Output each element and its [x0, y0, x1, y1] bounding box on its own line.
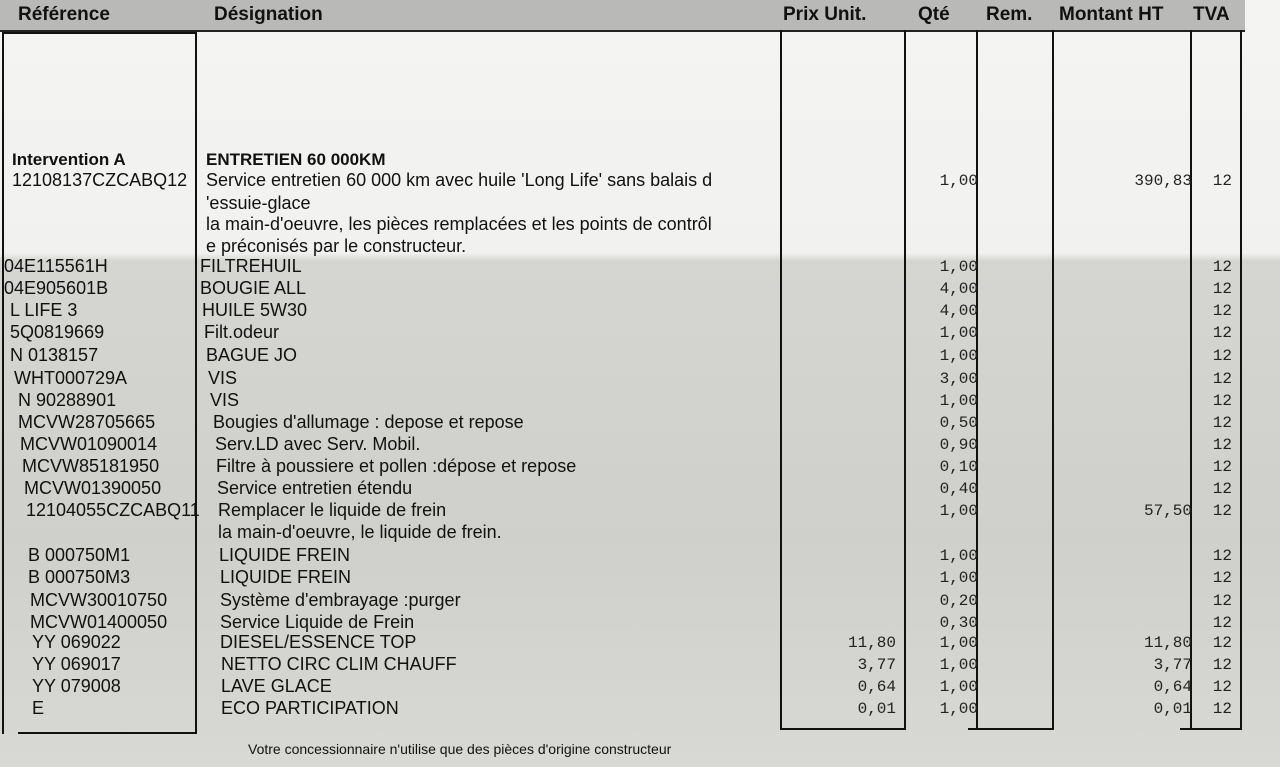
row-designation: NETTO CIRC CLIM CHAUFF — [221, 654, 457, 674]
table-row — [0, 278, 1280, 300]
table-row — [0, 478, 1280, 500]
table-row — [0, 612, 1280, 634]
row-designation: BOUGIE ALL — [200, 278, 307, 298]
row-qte: 1,00 — [939, 324, 978, 342]
table-row — [0, 654, 1280, 676]
row-reference: YY 079008 — [32, 676, 121, 696]
row-reference: N 0138157 — [10, 345, 99, 365]
row-tva: 12 — [1212, 302, 1232, 320]
row-qte: 0,50 — [939, 414, 978, 432]
row-designation: Serv.LD avec Serv. Mobil. — [215, 434, 421, 454]
row-reference: MCVW01400050 — [30, 612, 168, 632]
row-reference: MCVW28705665 — [18, 412, 156, 432]
header-designation: Désignation — [214, 4, 323, 25]
row-designation: FILTREHUIL — [200, 256, 302, 276]
row-designation: VIS — [210, 390, 240, 410]
row-qte: 3,00 — [939, 370, 978, 388]
row-reference: MCVW01390050 — [24, 478, 162, 498]
table-row — [0, 500, 1280, 522]
row-reference: 04E905601B — [4, 278, 109, 298]
row-designation: LIQUIDE FREIN — [219, 545, 351, 565]
table-row — [0, 456, 1280, 478]
row-reference: L LIFE 3 — [10, 300, 78, 320]
header-qte: Qté — [918, 4, 950, 25]
row-montant-ht: 11,80 — [1143, 634, 1192, 652]
row-reference: 12108137CZCABQ12 — [12, 170, 188, 190]
row-qte: 1,00 — [939, 347, 978, 365]
row-tva: 12 — [1212, 700, 1232, 718]
row-reference: B 000750M3 — [28, 567, 131, 587]
row-designation: Bougies d'allumage : depose et repose — [213, 412, 524, 432]
row-tva: 12 — [1212, 614, 1232, 632]
header-reference: Référence — [18, 4, 110, 25]
row-designation: VIS — [208, 368, 238, 388]
row-tva: 12 — [1212, 502, 1232, 520]
table-row — [0, 412, 1280, 434]
row-tva: 12 — [1212, 678, 1232, 696]
row-designation: la main-d'oeuvre, le liquide de frein. — [218, 522, 502, 542]
table-row — [0, 522, 1280, 544]
row-designation: DIESEL/ESSENCE TOP — [220, 632, 417, 652]
column-border — [2, 32, 197, 34]
row-montant-ht: 57,50 — [1143, 502, 1192, 520]
table-row — [0, 698, 1280, 720]
row-qte: 1,00 — [939, 502, 978, 520]
table-row — [0, 632, 1280, 654]
row-reference: YY 069022 — [32, 632, 121, 652]
table-row — [0, 256, 1280, 278]
row-designation: Remplacer le liquide de frein — [218, 500, 447, 520]
row-tva: 12 — [1212, 392, 1232, 410]
row-tva: 12 — [1212, 172, 1232, 190]
table-row — [0, 567, 1280, 589]
row-tva: 12 — [1212, 436, 1232, 454]
table-row — [0, 590, 1280, 612]
table-row — [0, 300, 1280, 322]
row-designation: BAGUE JO — [206, 345, 298, 365]
column-border — [782, 728, 906, 730]
row-tva: 12 — [1212, 480, 1232, 498]
table-row — [0, 434, 1280, 456]
row-qte: 0,90 — [939, 436, 978, 454]
row-montant-ht: 0,64 — [1153, 678, 1192, 696]
table-row — [0, 368, 1280, 390]
row-designation: ECO PARTICIPATION — [221, 698, 399, 718]
row-designation: LIQUIDE FREIN — [220, 567, 352, 587]
table-row — [0, 170, 1280, 192]
row-designation: Filt.odeur — [204, 322, 280, 342]
row-tva: 12 — [1212, 347, 1232, 365]
row-tva: 12 — [1212, 370, 1232, 388]
column-border — [968, 728, 1054, 730]
row-designation: 'essuie-glace — [206, 193, 311, 213]
table-row — [0, 322, 1280, 344]
row-reference: MCVW85181950 — [22, 456, 160, 476]
row-designation: Service entretien 60 000 km avec huile 'Long Life' sans balais d — [206, 170, 713, 190]
row-qte: 0,30 — [939, 614, 978, 632]
row-tva: 12 — [1212, 592, 1232, 610]
table-row — [0, 545, 1280, 567]
footer-note: Votre concessionnaire n'utilise que des pièces d'origine constructeur — [248, 741, 672, 757]
intervention-ref: Intervention A — [12, 150, 126, 169]
row-reference: N 90288901 — [18, 390, 117, 410]
row-reference: 12104055CZCABQ11 — [26, 500, 200, 520]
header-tva: TVA — [1193, 4, 1230, 25]
row-qte: 1,00 — [939, 547, 978, 565]
row-tva: 12 — [1212, 280, 1232, 298]
row-designation: Système d'embrayage :purger — [220, 590, 461, 610]
row-prix-unit: 11,80 — [847, 634, 896, 652]
row-tva: 12 — [1212, 458, 1232, 476]
row-montant-ht: 3,77 — [1153, 656, 1192, 674]
column-border — [1180, 728, 1242, 730]
row-reference: MCVW01090014 — [20, 434, 158, 454]
table-row — [0, 390, 1280, 412]
row-designation: Service Liquide de Frein — [220, 612, 415, 632]
row-designation: e préconisés par le constructeur. — [206, 236, 467, 256]
intervention-title: ENTRETIEN 60 000KM — [206, 150, 386, 169]
row-reference: 04E115561H — [4, 256, 108, 276]
row-reference: B 000750M1 — [28, 545, 131, 565]
row-reference: 5Q0819669 — [10, 322, 105, 342]
row-qte: 1,00 — [939, 700, 978, 718]
row-tva: 12 — [1212, 324, 1232, 342]
row-montant-ht: 0,01 — [1153, 700, 1192, 718]
row-qte: 4,00 — [939, 280, 978, 298]
row-qte: 0,10 — [939, 458, 978, 476]
row-qte: 1,00 — [939, 634, 978, 652]
row-reference: WHT000729A — [14, 368, 128, 388]
row-reference: YY 069017 — [32, 654, 121, 674]
row-tva: 12 — [1212, 569, 1232, 587]
row-qte: 1,00 — [939, 569, 978, 587]
row-reference: MCVW30010750 — [30, 590, 168, 610]
row-qte: 0,20 — [939, 592, 978, 610]
row-qte: 1,00 — [939, 258, 978, 276]
row-designation: HUILE 5W30 — [202, 300, 308, 320]
header-rem: Rem. — [986, 4, 1033, 25]
row-tva: 12 — [1212, 547, 1232, 565]
table-row — [0, 236, 1280, 258]
column-border — [18, 732, 197, 734]
table-row — [0, 345, 1280, 367]
table-header — [0, 0, 1245, 32]
row-tva: 12 — [1212, 258, 1232, 276]
row-qte: 1,00 — [939, 172, 978, 190]
table-row — [0, 676, 1280, 698]
row-tva: 12 — [1212, 634, 1232, 652]
row-montant-ht: 390,83 — [1134, 172, 1192, 190]
row-prix-unit: 0,01 — [857, 700, 896, 718]
row-qte: 1,00 — [939, 678, 978, 696]
row-qte: 0,40 — [939, 480, 978, 498]
row-qte: 4,00 — [939, 302, 978, 320]
row-reference: E — [32, 698, 45, 718]
row-prix-unit: 3,77 — [857, 656, 896, 674]
row-designation: LAVE GLACE — [221, 676, 332, 696]
row-qte: 1,00 — [939, 392, 978, 410]
row-designation: Service entretien étendu — [217, 478, 413, 498]
table-row — [0, 193, 1280, 215]
row-designation: Filtre à poussiere et pollen :dépose et repose — [216, 456, 577, 476]
row-tva: 12 — [1212, 656, 1232, 674]
row-qte: 1,00 — [939, 656, 978, 674]
header-montant-ht: Montant HT — [1059, 4, 1164, 25]
table-row — [0, 214, 1280, 236]
header-prix-unit: Prix Unit. — [783, 4, 867, 25]
row-prix-unit: 0,64 — [857, 678, 896, 696]
row-tva: 12 — [1212, 414, 1232, 432]
row-designation: la main-d'oeuvre, les pièces remplacées et les points de contrôl — [206, 214, 712, 234]
